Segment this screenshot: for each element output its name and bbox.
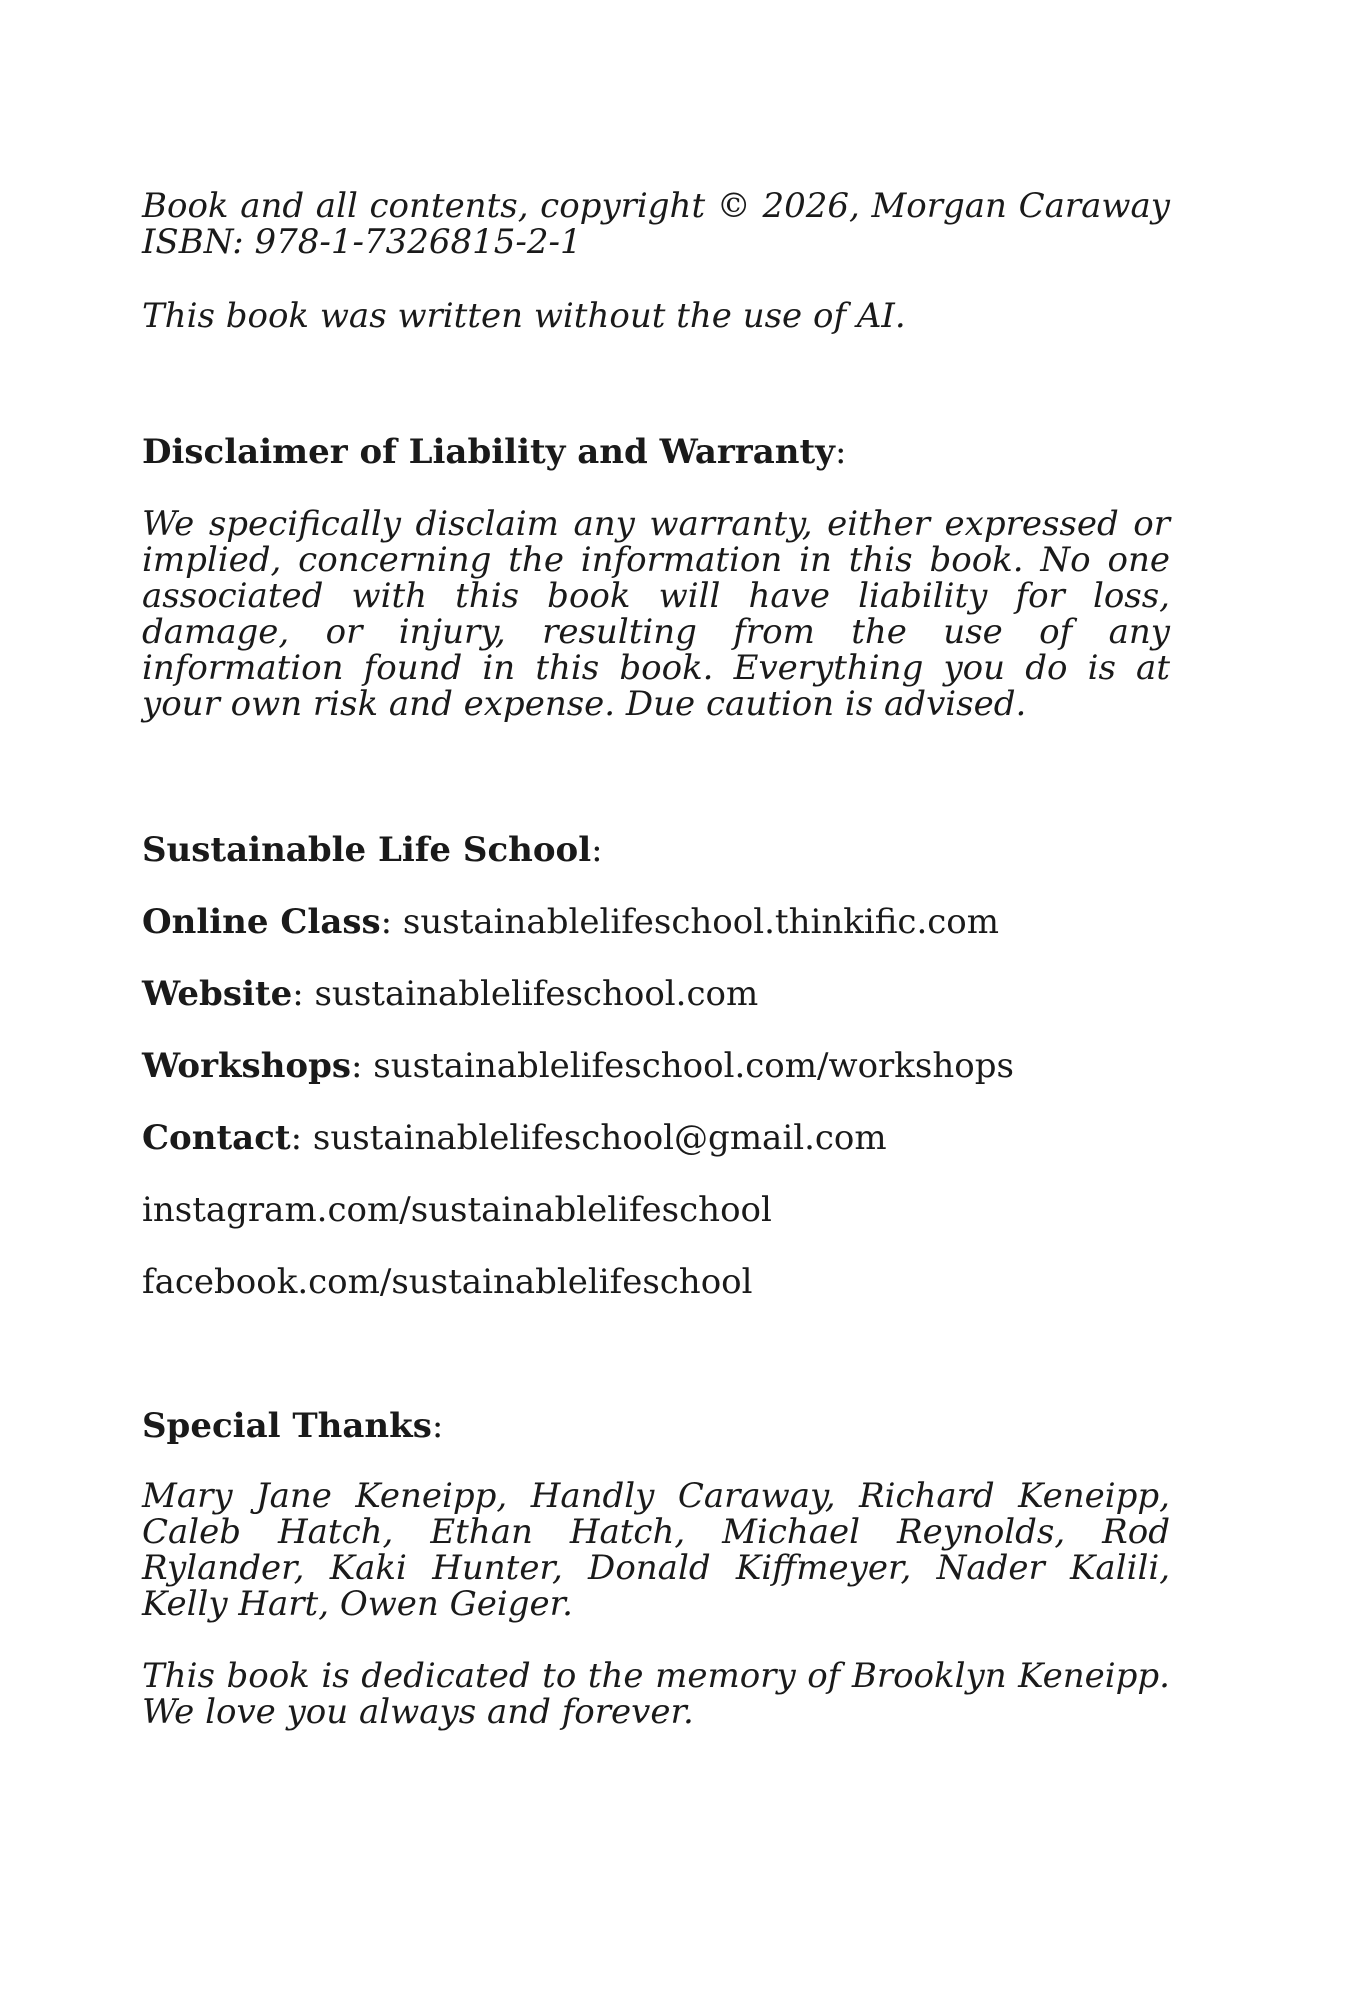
school-heading — [142, 830, 1170, 870]
website-label: Website — [142, 974, 293, 1014]
facebook-link[interactable]: facebook.com/sustainablelifeschool — [142, 1262, 753, 1302]
instagram-link[interactable]: instagram.com/sustainablelifeschool — [142, 1190, 772, 1230]
online-class-label: Online Class — [142, 902, 381, 942]
disclaimer-heading — [142, 432, 1170, 472]
school-heading-text: Sustainable Life School — [142, 830, 592, 870]
dedication: This book is dedicated to the memory of Brooklyn Keneipp. We love you always and forever. — [142, 1656, 1170, 1732]
contact-email[interactable]: : sustainablelifeschool@gmail.com — [290, 1118, 887, 1158]
workshops-line — [142, 1046, 1170, 1086]
school-heading-colon: : — [591, 830, 603, 870]
thanks-heading-text: Special Thanks — [142, 1406, 432, 1446]
website-url[interactable]: : sustainablelifeschool.com — [292, 974, 759, 1014]
contact-label: Contact — [142, 1118, 291, 1158]
online-class-url[interactable]: : sustainablelifeschool.thinkific.com — [380, 902, 999, 942]
isbn: ISBN: 978-1-7326815-2-1 — [142, 222, 582, 262]
contact-line — [142, 1118, 1170, 1158]
website-line — [142, 974, 1170, 1014]
copyright-page — [142, 188, 1170, 1730]
disclaimer-heading-text: Disclaimer of Liability and Warranty — [142, 432, 835, 472]
thanks-heading-colon: : — [431, 1406, 444, 1446]
disclaimer-body: We specifically disclaim any warranty, either expressed or implied, concerning the information in this book. No one associated with this book will have liability for loss, damage, or injury, resulting from the use of any information found in this book. Everything you do is at your own risk and expense. Due caution is advised. — [142, 504, 1170, 724]
copyright-line: Book and all contents, copyright © 2026, Morgan Caraway — [142, 186, 1170, 226]
workshops-label: Workshops — [142, 1046, 352, 1086]
ai-note: This book was written without the use of AI. — [142, 296, 906, 336]
online-class-line — [142, 902, 1170, 942]
workshops-url[interactable]: : sustainablelifeschool.com/workshops — [351, 1046, 1014, 1086]
thanks-heading — [142, 1406, 1170, 1446]
disclaimer-heading-colon: : — [834, 432, 847, 472]
thanks-names: Mary Jane Keneipp, Handly Caraway, Richard Keneipp, Caleb Hatch, Ethan Hatch, Michael Reynolds, Rod Rylander, Kaki Hunter, Donald Kiffmeyer, Nader Kalili, Kelly Hart, Owen Geiger. — [142, 1476, 1170, 1624]
